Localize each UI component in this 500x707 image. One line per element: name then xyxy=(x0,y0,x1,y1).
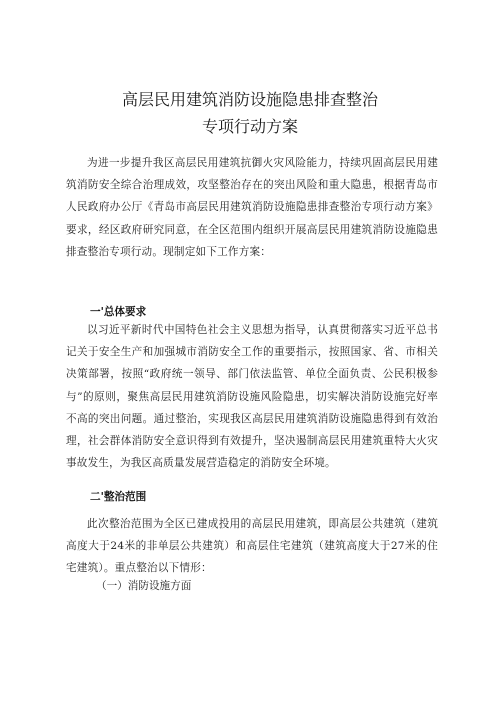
subsection-heading-fire-facilities: （一）消防设施方面 xyxy=(96,580,192,592)
document-title-line-1: 高层民用建筑消防设施隐患排查整治 xyxy=(121,90,378,109)
section-heading-scope: 二'整治范围 xyxy=(90,491,147,503)
scope-paragraph: 此次整治范围为全区已建成投用的高层民用建筑，即高层公共建筑（建筑高度大于24米的非单层公共建筑）和高层住宅建筑（建筑高度大于27米的住宅建筑）。重点整治以下情形： xyxy=(66,518,438,575)
intro-paragraph: 为进一步提升我区高层民用建筑抗御火灾风险能力，持续巩固高层民用建筑消防安全综合治理成效，攻坚整治存在的突出风险和重大隐患，根据青岛市人民政府办公厅《青岛市高层民用建筑消防设施隐患排查整治专项行动方案》要求，经区政府研究同意，在全区范围内组织开展高层民用建筑消防设施隐患排查整治专项行动。现制定如下工作方案： xyxy=(66,157,438,258)
section-heading-general-requirements: 一'总体要求 xyxy=(90,306,147,318)
document-title-line-2: 专项行动方案 xyxy=(201,117,298,136)
general-requirements-paragraph: 以习近平新时代中国特色社会主义思想为指导，认真贯彻落实习近平总书记关于安全生产和加强城市消防安全工作的重要指示，按照国家、省、市相关决策部署，按照“政府统一领导、部门依法监管、单位全面负责、公民积极参与”的原则，聚焦高层民用建筑消防设施风险隐患，切实解决消防设施完好率不高的突出问题。通过整治，实现我区高层民用建筑消防设施隐患得到有效治理，社会群体消防安全意识得到有效提升，坚决遏制高层民用建筑重特大火灾事故发生，为我区高质量发展营造稳定的消防安全环境。 xyxy=(66,324,438,470)
